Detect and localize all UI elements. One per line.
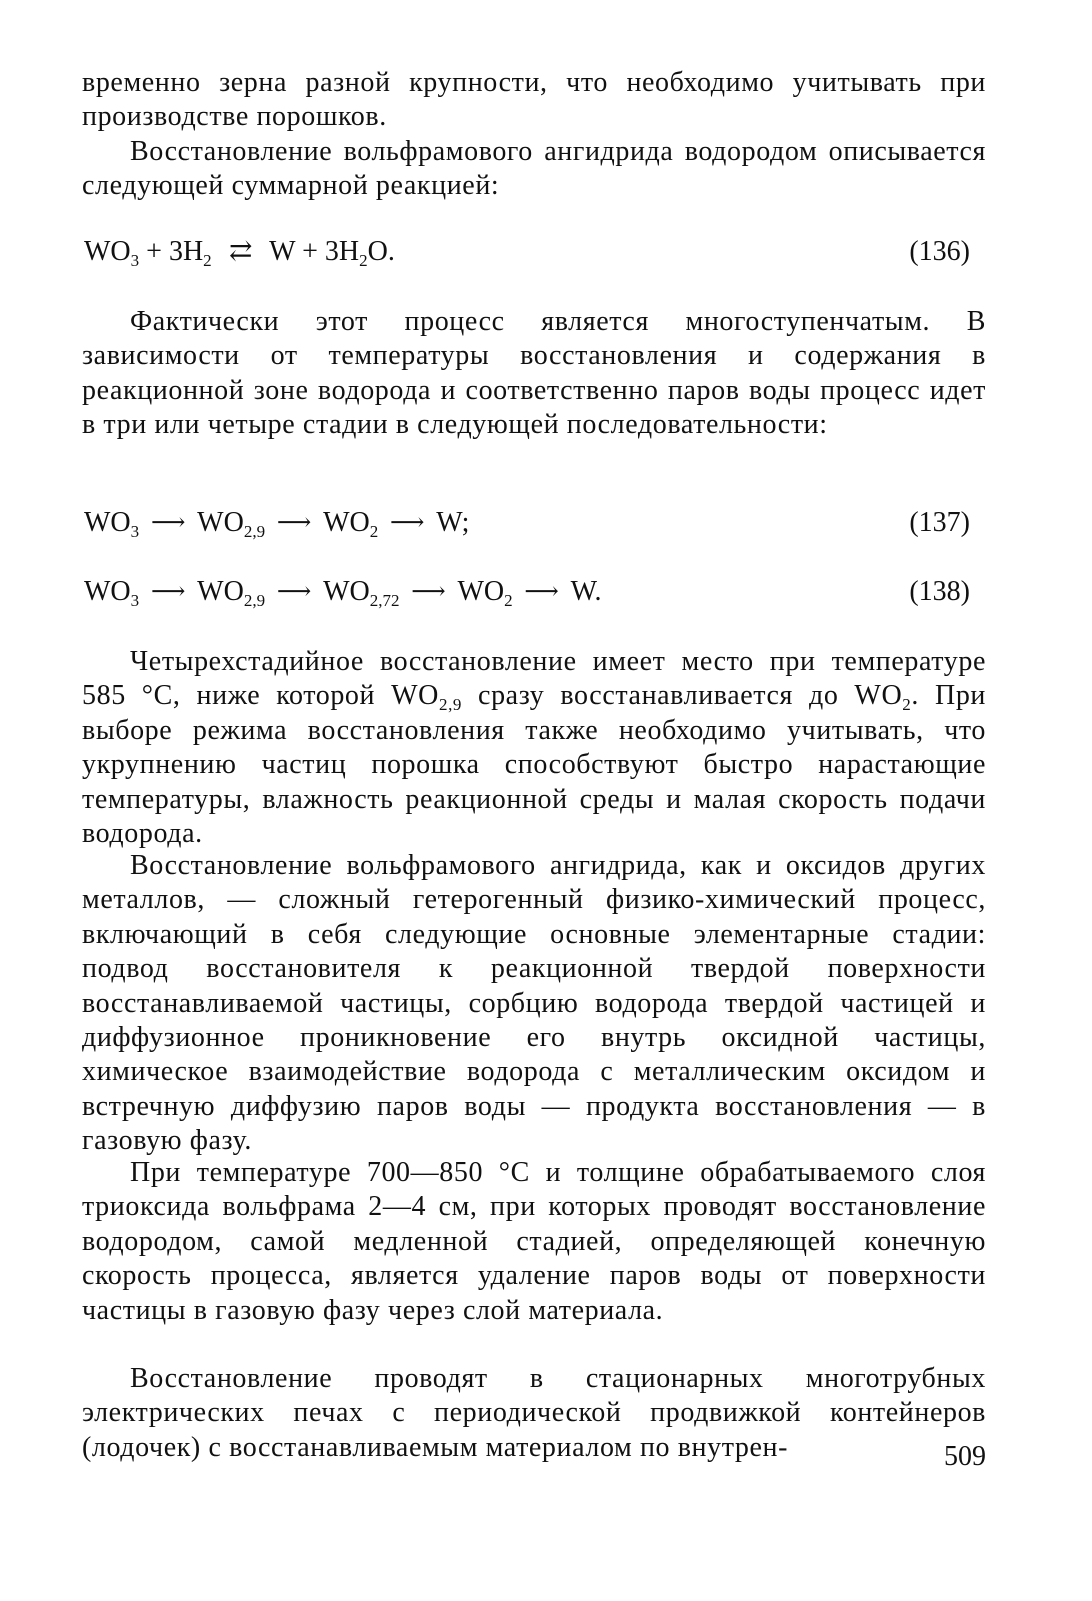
equation-number: (137) (909, 507, 970, 538)
paragraph-5: Восстановление вольфрамового ангидрида, как и оксидов других металлов, — сложный гетерогенный физико-химический процесс, включающий в себя следующие основные элементарные стадии: подвод восстановителя к реакционной твердой поверхности восстанавливаемой частицы, сорбцию водорода твердой частицей и диффузионное проникновение его внутрь оксидной частицы, химическое взаимодействие водорода с металлическим оксидом и встречную диффузию паров воды — продукта восстановления — в газовую фазу. (82, 850, 986, 1157)
equation-137-formula: $WO_3$ ⟶ $WO_{2,9}$ ⟶ $WO_2$ ⟶ W; (84, 503, 469, 543)
equation-137 (84, 503, 970, 543)
equation-138-formula: $WO_3$ ⟶ $WO_{2,9}$ ⟶ $WO_{2,72}$ ⟶ $WO_2$ ⟶ W. (84, 572, 601, 612)
paragraph-4: Четырехстадийное восстановление имеет место при температуре 585 °С, ниже которой $WO_{2,9}$ сразу восстанавливается до $WO_2$. При выборе режима восстановления также необходимо учитывать, что укрупнению частиц порошка способствуют быстро нарастающие температуры, влажность реакционной среды и малая скорость подачи водорода. (82, 646, 986, 850)
paragraph-3: Фактически этот процесс является многоступенчатым. В зависимости от температуры восстановления и содержания в реакционной зоне водорода и соответственно паров воды процесс идет в три или четыре стадии в следующей последовательности: (82, 306, 986, 441)
arrow-right-icon: ⟶ (411, 579, 446, 605)
arrow-right-icon: ⟶ (524, 579, 559, 605)
paragraph-2: Восстановление вольфрамового ангидрида водородом описывается следующей суммарной реакцией: (82, 136, 986, 202)
equation-number: (138) (909, 576, 970, 607)
paragraph-6: При температуре 700—850 °С и толщине обрабатываемого слоя триоксида вольфрама 2—4 см, при которых проводят восстановление водородом, самой медленной стадией, определяющей конечную скорость процесса, является удаление паров воды от поверхности частицы в газовую фазу через слой материала. (82, 1157, 986, 1326)
paragraph-7: Восстановление проводят в стационарных многотрубных электрических печах с периодической продвижкой контейнеров (лодочек) с восстанавливаемым материалом по внутрен- (82, 1363, 986, 1463)
equilibrium-arrow-icon: ⇄ (228, 236, 253, 267)
arrow-right-icon: ⟶ (276, 510, 312, 536)
arrow-right-icon: ⟶ (150, 510, 186, 536)
equation-136 (84, 232, 970, 272)
arrow-right-icon: ⟶ (276, 579, 312, 605)
arrow-right-icon: ⟶ (390, 510, 425, 536)
paragraph-1: временно зерна разной крупности, что необходимо учитывать при производстве порошков. (82, 67, 986, 133)
page-number: 509 (944, 1441, 986, 1472)
equation-136-formula: $WO_3 + 3H_2$ ⇄ $W + 3H_2O$. (84, 232, 395, 272)
arrow-right-icon: ⟶ (150, 579, 186, 605)
equation-138 (84, 572, 970, 612)
equation-number: (136) (909, 236, 970, 267)
